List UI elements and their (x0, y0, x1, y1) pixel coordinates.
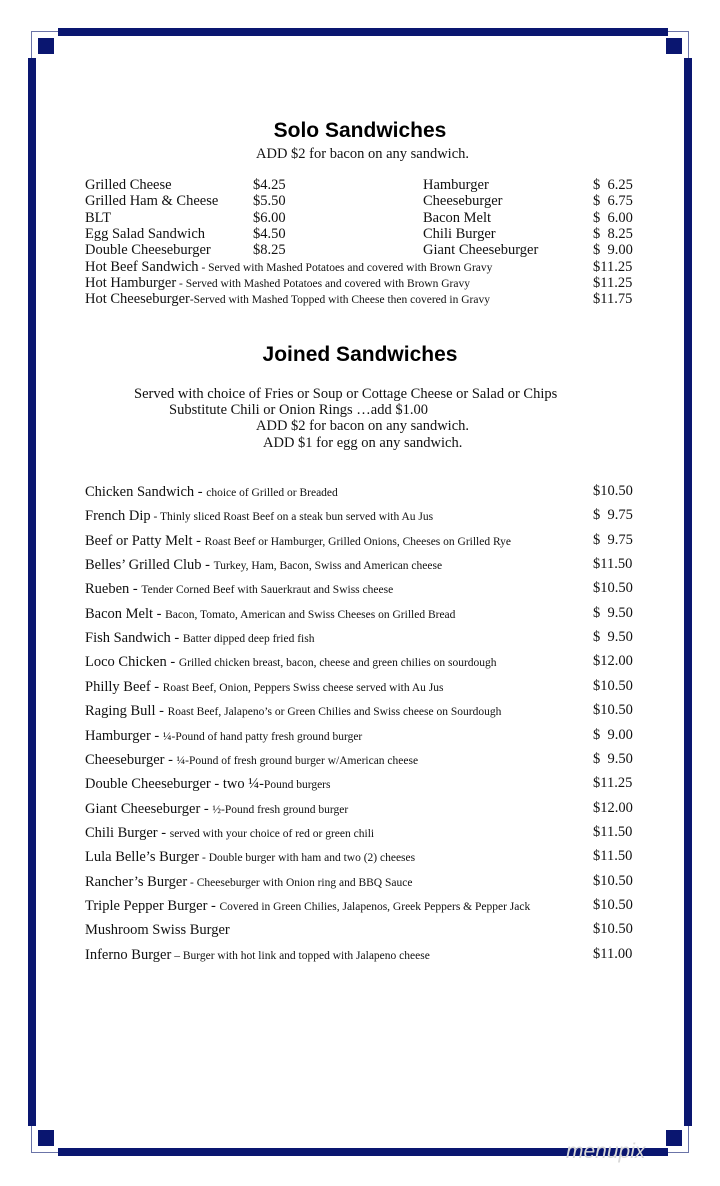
item-price: $10.50 (593, 483, 633, 499)
joined-note: ADD $1 for egg on any sandwich. (263, 435, 463, 451)
item-name: Chili Burger - (85, 824, 170, 841)
border-right (684, 58, 692, 1126)
item-price: $6.00 (253, 209, 286, 226)
item-desc: Roast Beef or Hamburger, Grilled Onions, Cheeses on Grilled Rye (204, 535, 512, 548)
joined-note: Served with choice of Fries or Soup or Cottage Cheese or Salad or Chips (134, 386, 558, 402)
item-desc: Tender Corned Beef with Sauerkraut and Swiss cheese (141, 584, 394, 597)
item-price: $ 9.50 (593, 750, 633, 767)
item-name: Hot Beef Sandwich (85, 258, 199, 275)
item-name: Double Cheeseburger (85, 242, 211, 259)
joined-item (85, 946, 645, 964)
joined-item (85, 751, 645, 769)
item-name: Inferno Burger (85, 946, 172, 963)
item-desc: ½-Pound fresh ground burger (212, 803, 349, 816)
item-price: $ 6.00 (593, 209, 633, 226)
item-price: $ 9.50 (593, 604, 633, 621)
item-desc: -Served with Mashed Topped with Cheese then covered in Gravy (189, 294, 490, 307)
item-name: Triple Pepper Burger - (85, 897, 220, 914)
joined-item (85, 800, 645, 818)
item-desc: – Burger with hot link and topped with Jalapeno cheese (171, 949, 430, 962)
item-desc: Turkey, Ham, Bacon, Swiss and American cheese (213, 560, 443, 573)
corner-bottom-right (666, 1130, 682, 1146)
item-name: Belles’ Grilled Club - (85, 557, 214, 574)
item-price: $11.00 (593, 945, 633, 962)
solo-title: Solo Sandwiches (273, 119, 447, 142)
item-name: Hot Hamburger (85, 274, 177, 291)
item-price: $5.50 (253, 193, 286, 210)
item-desc: ¼-Pound of hand patty fresh ground burger (162, 730, 363, 743)
joined-title: Joined Sandwiches (262, 343, 458, 366)
item-name: Bacon Melt - (85, 605, 166, 622)
joined-item (85, 580, 645, 598)
item-price: $10.50 (593, 896, 633, 913)
item-price: $11.50 (593, 848, 633, 865)
item-name: Fish Sandwich - (85, 630, 183, 647)
item-price: $8.25 (253, 242, 286, 259)
item-price: $ 6.75 (593, 193, 633, 210)
joined-item (85, 556, 645, 574)
item-price: $11.25 (593, 258, 633, 275)
corner-bottom-left (38, 1130, 54, 1146)
item-price: $11.50 (593, 823, 633, 840)
item-price: $10.50 (593, 677, 633, 694)
item-name: Loco Chicken - (85, 654, 179, 671)
joined-item (85, 848, 645, 866)
joined-item (85, 873, 645, 891)
item-price: $ 8.25 (593, 225, 633, 242)
item-desc: choice of Grilled or Breaded (206, 487, 338, 499)
item-name: Lula Belle’s Burger (85, 849, 200, 866)
joined-item (85, 653, 645, 671)
item-name: Grilled Cheese (85, 177, 172, 193)
item-name: Chili Burger (423, 225, 496, 242)
item-name: French Dip (85, 508, 151, 525)
item-name: Beef or Patty Melt - (85, 532, 205, 549)
item-desc: - Cheeseburger with Onion ring and BBQ Sauce (187, 876, 413, 889)
item-name: Bacon Melt (423, 209, 492, 226)
joined-note: ADD $2 for bacon on any sandwich. (256, 418, 470, 434)
menupix-watermark: menupix (566, 1140, 646, 1163)
joined-note: Substitute Chili or Onion Rings …add $1.00 (169, 402, 428, 418)
joined-item (85, 775, 645, 793)
item-name: Hamburger - (85, 727, 163, 744)
item-price: $4.25 (253, 177, 286, 193)
joined-item (85, 629, 645, 647)
item-name: BLT (85, 209, 112, 226)
item-price: $10.50 (593, 921, 633, 938)
joined-item (85, 702, 645, 720)
item-name: Rueben - (85, 581, 142, 598)
item-price: $ 9.50 (593, 629, 633, 646)
item-desc: Roast Beef, Onion, Peppers Swiss cheese served with Au Jus (162, 681, 444, 694)
item-name: Cheeseburger (423, 193, 503, 210)
item-name: Egg Salad Sandwich (85, 225, 206, 242)
item-desc: - Thinly sliced Roast Beef on a steak bun served with Au Jus (150, 511, 434, 524)
item-price: $12.00 (593, 653, 633, 670)
item-name: Hot Cheeseburger (85, 291, 190, 308)
joined-item (85, 507, 645, 525)
item-price: $ 9.75 (593, 531, 633, 548)
item-name: Giant Cheeseburger (423, 242, 539, 259)
item-name: Chicken Sandwich - (85, 484, 207, 500)
corner-top-left (38, 38, 54, 54)
item-price: $11.25 (593, 775, 633, 792)
joined-item (85, 824, 645, 842)
item-name: Hamburger (423, 177, 489, 193)
item-name: Philly Beef - (85, 678, 163, 695)
border-left (28, 58, 36, 1126)
item-desc: - Double burger with ham and two (2) cheeses (199, 852, 416, 865)
item-name: Cheeseburger - (85, 751, 177, 768)
item-desc: Pound burgers (263, 779, 331, 792)
item-name: Rancher’s Burger (85, 873, 188, 890)
joined-item (85, 483, 645, 501)
item-desc: ¼-Pound of fresh ground burger w/American cheese (176, 754, 419, 767)
item-price: $ 9.75 (593, 507, 633, 524)
item-price: $10.50 (593, 580, 633, 597)
item-name: Raging Bull - (85, 703, 168, 720)
joined-item (85, 921, 645, 939)
item-price: $10.50 (593, 702, 633, 719)
corner-top-right (666, 38, 682, 54)
item-price: $11.75 (593, 291, 633, 308)
border-top (58, 28, 668, 36)
item-desc: Grilled chicken breast, bacon, cheese and green chilies on sourdough (178, 657, 497, 670)
joined-item (85, 532, 645, 550)
item-name: Grilled Ham & Cheese (85, 193, 219, 210)
item-price: $11.25 (593, 274, 633, 291)
joined-item (85, 727, 645, 745)
item-desc: - Served with Mashed Potatoes and covered with Brown Gravy (176, 277, 470, 290)
item-desc: - Served with Mashed Potatoes and covered with Brown Gravy (198, 261, 493, 274)
item-price: $ 6.25 (593, 177, 633, 193)
joined-item (85, 605, 645, 623)
item-price: $11.50 (593, 556, 633, 573)
item-desc: Roast Beef, Jalapeno’s or Green Chilies and Swiss cheese on Sourdough (167, 706, 502, 719)
item-price: $ 9.00 (593, 726, 633, 743)
item-desc: Covered in Green Chilies, Jalapenos, Greek Peppers & Pepper Jack (219, 900, 531, 913)
item-name: Giant Cheeseburger - (85, 800, 213, 817)
item-desc: Bacon, Tomato, American and Swiss Cheeses on Grilled Bread (165, 608, 456, 621)
solo-note: ADD $2 for bacon on any sandwich. (256, 146, 470, 162)
item-price: $10.50 (593, 872, 633, 889)
item-name: Mushroom Swiss Burger (85, 922, 230, 939)
item-desc: Batter dipped deep fried fish (182, 633, 315, 646)
joined-item (85, 678, 645, 696)
item-desc: served with your choice of red or green chili (169, 827, 375, 840)
item-price: $ 9.00 (593, 242, 633, 259)
joined-item (85, 897, 645, 915)
item-name: Double Cheeseburger - two ¼- (85, 776, 264, 793)
item-price: $4.50 (253, 225, 286, 242)
item-price: $12.00 (593, 799, 633, 816)
